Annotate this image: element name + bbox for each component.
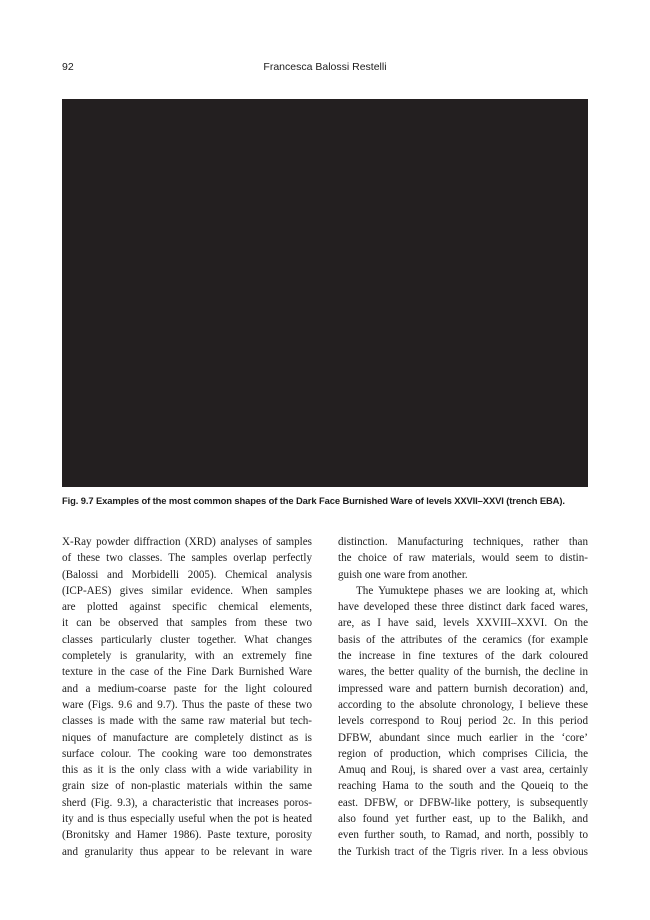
text-line: classes particularly cluster together. What changes: [62, 633, 312, 646]
text-line: surface colour. The cooking ware too demonstrates: [62, 747, 312, 760]
text-line: (Balossi and Morbidelli 2005). Chemical analysis: [62, 568, 312, 581]
right-text-column: [338, 534, 588, 860]
running-head-author: Francesca Balossi Restelli: [263, 61, 387, 73]
text-line: impressed ware and pattern burnish decoration) and,: [338, 682, 588, 695]
text-line: according to the absolute chronology, I believe these: [338, 698, 588, 711]
text-line: ware (Figs. 9.6 and 9.7). Thus the paste of these two: [62, 698, 312, 711]
text-line: have developed these three distinct dark faced wares,: [338, 601, 588, 614]
running-header: [62, 61, 588, 77]
text-line: (ICP-AES) gives similar evidence. When samples: [62, 584, 312, 597]
text-line: niques of manufacture are completely distinct as is: [62, 731, 312, 744]
text-line: completely is granularity, with an extremely fine: [62, 650, 312, 663]
text-line: ity and is thus especially useful when the pot is heated: [62, 813, 312, 826]
figure-caption: Fig. 9.7 Examples of the most common shapes of the Dark Face Burnished Ware of levels XXVII–XXVI (trench EBA).: [62, 495, 565, 506]
text-line: and a medium-coarse paste for the light coloured: [62, 682, 312, 695]
text-line: the Turkish tract of the Tigris river. In a less obvious: [338, 845, 588, 858]
text-line: are plotted against specific chemical elements,: [62, 601, 312, 614]
text-line: wares, the better quality of the burnish, the decline in: [338, 666, 588, 679]
text-line: it can be observed that samples from these two: [62, 617, 312, 630]
text-line: levels correspond to Rouj period 2c. In this period: [338, 715, 588, 728]
figure-image: [62, 99, 588, 487]
text-line: guish one ware from another.: [338, 568, 468, 581]
text-line: texture in the case of the Fine Dark Burnished Ware: [62, 666, 312, 679]
text-line: of these two classes. The samples overlap perfectly: [62, 552, 312, 565]
text-line: also found yet further east, up to the Balikh, and: [338, 813, 588, 826]
text-line: the choice of raw materials, would seem to distin-: [338, 552, 588, 565]
text-line: east. DFBW, or DFBW-like pottery, is subsequently: [338, 796, 588, 809]
text-line: distinction. Manufacturing techniques, rather than: [338, 536, 588, 548]
text-line: even further south, to Ramad, and north, possibly to: [338, 829, 588, 842]
text-line: basis of the attributes of the ceramics (for example: [338, 633, 588, 646]
paragraph-start-line: The Yumuktepe phases we are looking at, which: [356, 584, 588, 597]
text-line: (Bronitsky and Hamer 1986). Paste texture, porosity: [62, 829, 312, 842]
text-line: and granularity thus appear to be relevant in ware: [62, 845, 312, 858]
text-line: grain size of non-plastic materials within the same: [62, 780, 312, 793]
page-number: 92: [62, 61, 74, 73]
text-line: sherd (Fig. 9.3), a characteristic that increases poros-: [62, 796, 312, 809]
text-line: this as it is the only class with a wide variability in: [62, 764, 312, 777]
text-line: the increase in fine textures of the dark coloured: [338, 650, 588, 663]
text-line: are, as I have said, levels XXVIII–XXVI. On the: [338, 617, 588, 630]
text-line: X-Ray powder diffraction (XRD) analyses of samples: [62, 536, 312, 548]
text-line: reaching Hama to the south and the Qoueiq to the: [338, 780, 588, 793]
text-line: DFBW, abundant since much earlier in the ‘core’: [338, 731, 588, 744]
left-text-column: [62, 534, 312, 860]
text-line: region of production, which comprises Cilicia, the: [338, 747, 588, 760]
text-line: Amuq and Rouj, is shared over a vast area, certainly: [338, 764, 588, 777]
text-line: classes is made with the same raw material but tech-: [62, 715, 312, 728]
